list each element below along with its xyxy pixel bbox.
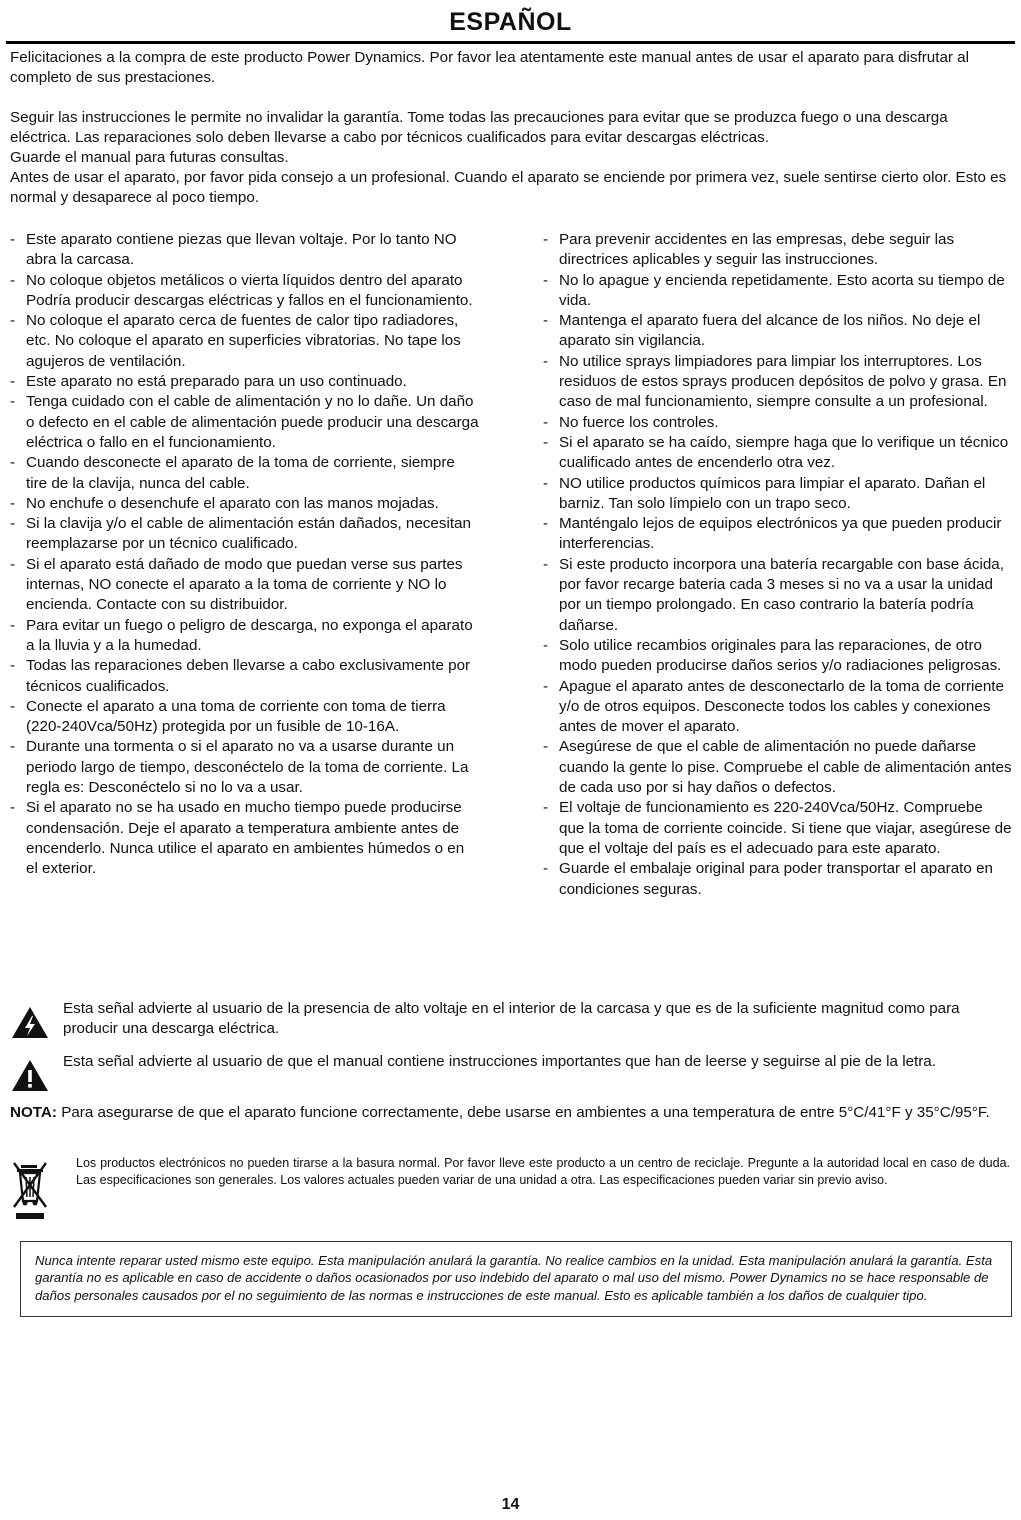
list-item: - No coloque el aparato cerca de fuentes de calor tipo radiadores, etc. No coloque el aparato en superficies vibratorias. No tape los agujeros de ventilación. bbox=[9, 311, 479, 372]
intro-paragraph: Antes de usar el aparato, por favor pida consejo a un profesional. Cuando el aparato se enciende por primera vez, suele sentirse cierto olor. Esto es normal y desaparece al poco tiempo. bbox=[10, 169, 1007, 206]
list-item: - Tenga cuidado con el cable de alimentación y no lo dañe. Un daño o defecto en el cable de alimentación puede producir una descarga eléctrica o fallo en el funcionamiento. bbox=[9, 392, 479, 453]
list-item: - No lo apague y encienda repetidamente. Esto acorta su tiempo de vida. bbox=[542, 271, 1012, 312]
temperature-note bbox=[10, 1103, 1010, 1123]
list-item: - Solo utilice recambios originales para las reparaciones, de otro modo pueden producirse daños serios y/o radiaciones peligrosas. bbox=[542, 636, 1012, 677]
note-label: NOTA: bbox=[10, 1104, 57, 1121]
crossed-bin-icon bbox=[12, 1159, 52, 1221]
list-item: - Manténgalo lejos de equipos electrónicos ya que pueden producir interferencias. bbox=[542, 514, 1012, 555]
list-item: - Asegúrese de que el cable de alimentación no puede dañarse cuando la gente lo pise. Compruebe el cable de alimentación antes de cada uso por si hay daños o defectos. bbox=[542, 737, 1012, 798]
list-item: - Este aparato contiene piezas que llevan voltaje. Por lo tanto NO abra la carcasa. bbox=[9, 230, 479, 271]
manual-warning bbox=[10, 1052, 1010, 1072]
intro-paragraph: Guarde el manual para futuras consultas. bbox=[10, 149, 289, 166]
list-item: - Para prevenir accidentes en las empresas, debe seguir las directrices aplicables y seguir las instrucciones. bbox=[542, 230, 1012, 271]
intro-paragraph: Seguir las instrucciones le permite no invalidar la garantía. Tome todas las precauciones para evitar que se produzca fuego o una descarga eléctrica. Las reparaciones solo deben llevarse a cabo por técnicos cualificados para evitar descargas eléctricas. bbox=[10, 109, 948, 146]
exclamation-warning-icon bbox=[10, 1058, 50, 1092]
list-item: - Mantenga el aparato fuera del alcance de los niños. No deje el aparato sin vigilancia. bbox=[542, 311, 1012, 352]
title-divider bbox=[6, 41, 1015, 44]
voltage-warning bbox=[10, 999, 1010, 1040]
safety-list-right bbox=[542, 230, 1012, 900]
list-item: - Si el aparato está dañado de modo que puedan verse sus partes internas, NO conecte el aparato a la toma de corriente y NO lo encienda. Contacte con su distribuidor. bbox=[9, 555, 479, 616]
list-item: - Conecte el aparato a una toma de corriente con toma de tierra (220-240Vca/50Hz) protegida por un fusible de 10-16A. bbox=[9, 697, 479, 738]
list-item: - No coloque objetos metálicos o vierta líquidos dentro del aparato Podría producir descargas eléctricas y fallos en el funcionamiento. bbox=[9, 271, 479, 312]
intro-section bbox=[10, 48, 1010, 208]
list-item: - Si el aparato se ha caído, siempre haga que lo verifique un técnico cualificado antes de encenderlo otra vez. bbox=[542, 433, 1012, 474]
list-item: - No utilice sprays limpiadores para limpiar los interruptores. Los residuos de estos sprays producen depósitos de polvo y grasa. En caso de mal funcionamiento, siempre consulte a un profesional. bbox=[542, 352, 1012, 413]
warranty-disclaimer: Nunca intente reparar usted mismo este equipo. Esta manipulación anulará la garantía. No realice cambios en la unidad. Esta manipulación anulará la garantía. Esta garantía no es aplicable en caso de accidente o daños ocasionados por uso indebido del aparato o mal uso del mismo. Power Dynamics no se hace responsable de daños personales causados por el no seguimiento de las normas e instrucciones de este manual. Esto es aplicable también a los daños de cualquier tipo. bbox=[20, 1241, 1012, 1317]
list-item: - Durante una tormenta o si el aparato no va a usarse durante un periodo largo de tiempo, desconéctelo de la toma de corriente. La regla es: Desconéctelo si no lo va a usar. bbox=[9, 737, 479, 798]
list-item: - Para evitar un fuego o peligro de descarga, no exponga el aparato a la lluvia y a la humedad. bbox=[9, 616, 479, 657]
list-item: - Si la clavija y/o el cable de alimentación están dañados, necesitan reemplazarse por un técnico cualificado. bbox=[9, 514, 479, 555]
list-item: - El voltaje de funcionamiento es 220-240Vca/50Hz. Compruebe que la toma de corriente coincide. Si tiene que viajar, asegúrese de que el voltaje del país es el adecuado para este aparato. bbox=[542, 798, 1012, 859]
list-item: - Apague el aparato antes de desconectarlo de la toma de corriente y/o de otros equipos. Desconecte todos los cables y conexiones antes de mover el aparato. bbox=[542, 677, 1012, 738]
manual-warning-text: Esta señal advierte al usuario de que el manual contiene instrucciones importantes que han de leerse y seguirse al pie de la letra. bbox=[63, 1053, 936, 1070]
recycling-text: Los productos electrónicos no pueden tirarse a la basura normal. Por favor lleve este producto a un centro de reciclaje. Pregunte a la autoridad local en caso de duda. Las especificaciones son generales. Los valores actuales pueden variar de una unidad a otra. Las especificaciones pueden variar sin previo aviso. bbox=[76, 1156, 1010, 1187]
list-item: - Cuando desconecte el aparato de la toma de corriente, siempre tire de la clavija, nunca del cable. bbox=[9, 453, 479, 494]
list-item: - Si este producto incorpora una batería recargable con base ácida, por favor recarge bateria cada 3 meses si no va a usar la unidad por un tiempo prolongado. En caso contrario la batería podría dañarse. bbox=[542, 555, 1012, 636]
safety-list-left bbox=[9, 230, 479, 880]
list-item: - Todas las reparaciones deben llevarse a cabo exclusivamente por técnicos cualificados. bbox=[9, 656, 479, 697]
list-item: - No fuerce los controles. bbox=[542, 413, 1012, 433]
recycling-notice bbox=[10, 1155, 1010, 1188]
list-item: - Guarde el embalaje original para poder transportar el aparato en condiciones seguras. bbox=[542, 859, 1012, 900]
note-text: Para asegurarse de que el aparato funcione correctamente, debe usarse en ambientes a una temperatura de entre 5°C/41°F y 35°C/95°F. bbox=[56, 1104, 990, 1121]
list-item: - Si el aparato no se ha usado en mucho tiempo puede producirse condensación. Deje el aparato a temperatura ambiente antes de encenderlo. Nunca utilice el aparato en ambientes húmedos o en el exterior. bbox=[9, 798, 479, 879]
page-title: ESPAÑOL bbox=[449, 8, 572, 36]
list-item: - NO utilice productos químicos para limpiar el aparato. Dañan el barniz. Tan solo límpielo con un trapo seco. bbox=[542, 474, 1012, 515]
list-item: - Este aparato no está preparado para un uso continuado. bbox=[9, 372, 479, 392]
list-item: - No enchufe o desenchufe el aparato con las manos mojadas. bbox=[9, 494, 479, 514]
page-number: 14 bbox=[501, 1496, 520, 1513]
voltage-warning-text: Esta señal advierte al usuario de la presencia de alto voltaje en el interior de la carcasa y que es de la suficiente magnitud como para producir una descarga eléctrica. bbox=[63, 1000, 960, 1038]
lightning-warning-icon bbox=[10, 1005, 50, 1039]
intro-paragraph: Felicitaciones a la compra de este producto Power Dynamics. Por favor lea atentamente este manual antes de usar el aparato para disfrutar al completo de sus prestaciones. bbox=[10, 49, 970, 86]
